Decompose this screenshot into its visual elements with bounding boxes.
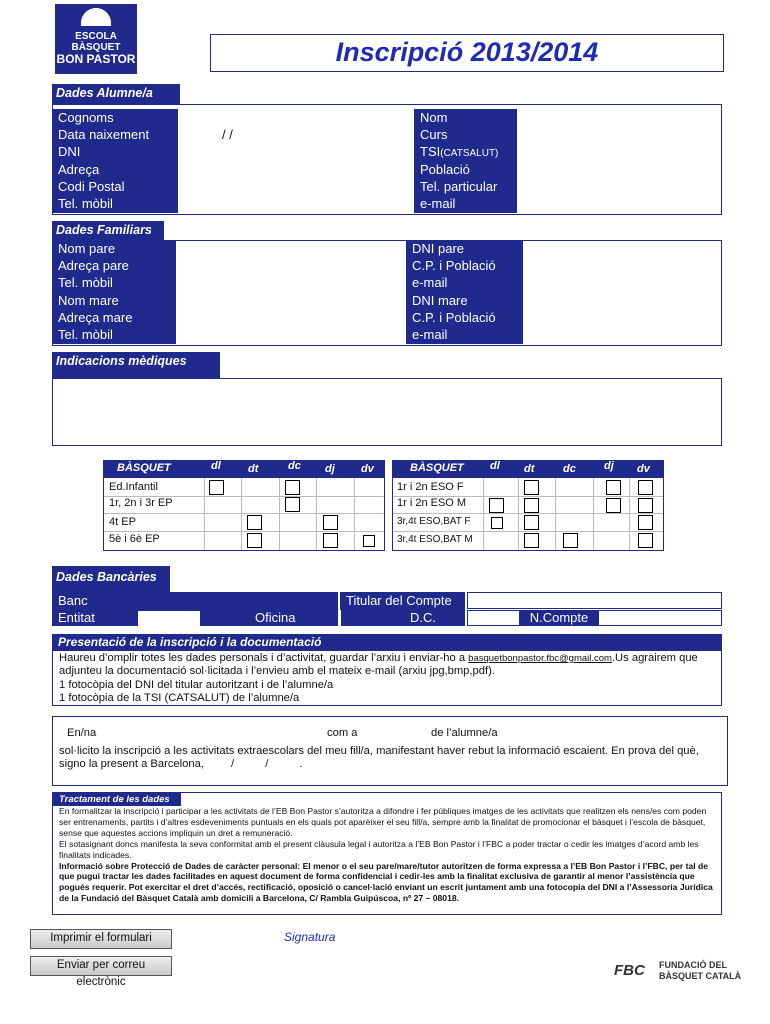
- day-dt-right: dt: [524, 463, 535, 475]
- label-de-lalumne: de l’alumne/a: [431, 727, 498, 739]
- divider: [241, 478, 242, 550]
- divider: [393, 513, 663, 514]
- day-dv-left: dv: [361, 463, 374, 475]
- tractament-p3: Informació sobre Protecció de Dades de caràcter personal: El menor o el seu pare/mare/tutor autoritzen de forma expressa a l’EB Bon Pastor i l’FBC, per tal de que pugui tractar les dades facilitades en aquest document de forma confidencial i cedir-les amb la finalitat exclusiva de garantir al menor l’assistència que pogués requerir. Pot exercitar el dret d’accés, rectificació, oposició o cancel·lació enviant un escrit juntament amb una fotocopia del DNI a l’Assessoria Jurídica de la Fundació del Bàsquet Català amb domicili a Barcelona, C/ Rambla Guipúscoa, nº 27 – 08018.: [59, 860, 713, 904]
- poblacio-field[interactable]: [519, 162, 719, 178]
- tsi-field[interactable]: [519, 145, 719, 161]
- autoritzacio-box: [52, 716, 728, 786]
- autoritzacio-signo: signo la present a Barcelona,: [59, 758, 204, 770]
- presentacio-line1a: Haureu d’omplir totes les dades personals i d’activitat, guardar l’arxiu i enviar-ho a: [59, 652, 466, 664]
- day-dl-right: dl: [490, 460, 500, 472]
- presentacio-header: Presentació de la inscripció i la documentació: [52, 634, 722, 650]
- divider: [393, 496, 663, 497]
- bancaries-right-labels: [340, 592, 465, 626]
- label-nom-pare: Nom pare: [58, 241, 116, 256]
- fbc-line2: BÀSQUET CATALÀ: [659, 971, 742, 981]
- fbc-mark: FBC: [614, 962, 645, 979]
- divider: [104, 531, 384, 532]
- day-dj-left: dj: [325, 463, 335, 475]
- label-cp-poblacio-mare: C.P. i Població: [412, 309, 496, 325]
- basquet-grid-right: [392, 477, 664, 551]
- label-tel-particular: Tel. particular: [420, 178, 498, 194]
- email-field[interactable]: [519, 196, 719, 212]
- logo-line1: ESCOLA BÀSQUET: [71, 31, 121, 53]
- enna-field[interactable]: [119, 725, 319, 739]
- alumne-right-labels: [414, 109, 517, 213]
- school-logo: [55, 4, 137, 74]
- divider: [483, 478, 484, 550]
- presentacio-line3: 1 fotocòpia del DNI del titular autoritzant i de l’alumne/a: [59, 678, 334, 691]
- label-poblacio: Població: [420, 161, 470, 177]
- checkbox-esof-dj[interactable]: [606, 480, 621, 495]
- dc-field[interactable]: [467, 610, 520, 626]
- row-ed-infantil: Ed.Infantil: [109, 481, 158, 493]
- entitat-field[interactable]: [138, 611, 200, 626]
- alumne-header: Dades Alumne/a: [52, 84, 180, 104]
- checkbox-batf-dl[interactable]: [491, 517, 503, 529]
- adreca-field[interactable]: [180, 162, 412, 178]
- checkbox-esof-dt[interactable]: [524, 480, 539, 495]
- label-titular: Titular del Compte: [346, 593, 452, 608]
- date-separator: / /: [222, 127, 233, 142]
- label-dni-mare: DNI mare: [412, 292, 468, 308]
- tractament-body: [53, 806, 721, 904]
- checkbox-esof-dv[interactable]: [638, 480, 653, 495]
- divider: [316, 478, 317, 550]
- row-eso-m: 1r i 2n ESO M: [397, 497, 467, 509]
- label-banc: Banc: [58, 593, 88, 608]
- label-cp-poblacio-pare: C.P. i Població: [412, 258, 496, 274]
- checkbox-esom-dl[interactable]: [489, 498, 504, 513]
- email-link[interactable]: basquetbonpastor.fbc@gmail.com: [468, 653, 612, 664]
- label-adreca-pare: Adreça pare: [58, 258, 129, 274]
- signatura-label: Signatura: [284, 930, 336, 944]
- basquet-header-left: [103, 460, 385, 477]
- mediques-header: Indicacions mèdiques: [52, 352, 220, 378]
- label-dc: D.C.: [410, 610, 436, 626]
- basquet-title-right: BÀSQUET: [410, 462, 464, 474]
- coma-field[interactable]: [363, 725, 427, 739]
- label-dni-pare: DNI pare: [412, 241, 465, 256]
- label-enna: En/na: [67, 727, 97, 739]
- tel-particular-field[interactable]: [519, 179, 719, 195]
- mediques-field[interactable]: [52, 378, 722, 446]
- row-bat-m: 3r,4t ESO,BAT M: [397, 534, 473, 545]
- label-cognoms: Cognoms: [58, 110, 114, 125]
- checkbox-4t-dj[interactable]: [323, 515, 338, 530]
- label-curs: Curs: [420, 127, 448, 143]
- presentacio-line2: adjunteu la documentació sol·licitada i l’envieu amb el mateix e-mail (arxiu jpg,bmp,pdf).: [59, 665, 495, 678]
- divider: [204, 478, 205, 550]
- divider: [629, 478, 630, 550]
- curs-field[interactable]: [519, 128, 719, 144]
- label-data-naixement: Data naixement: [58, 127, 150, 143]
- row-bat-f: 3r,4t ESO,BAT F: [397, 516, 471, 527]
- label-codi-postal: Codi Postal: [58, 178, 125, 194]
- day-dj-right: dj: [604, 460, 614, 472]
- label-tel-mobil-pare: Tel. mòbil: [58, 275, 113, 291]
- label-com-a: com a: [327, 727, 358, 739]
- checkbox-5e6e-dj[interactable]: [323, 533, 338, 548]
- label-email-pare: e-mail: [412, 275, 448, 291]
- label-entitat-text: Entitat: [58, 610, 95, 626]
- tractament-box: [52, 792, 722, 915]
- autoritzacio-date: / / .: [231, 758, 303, 770]
- familiars-right-fields[interactable]: [525, 241, 720, 343]
- tractament-header: Tractament de les dades: [53, 793, 181, 806]
- divider: [340, 610, 341, 626]
- dni-field[interactable]: [180, 145, 412, 161]
- checkbox-infantil-dc[interactable]: [285, 480, 300, 495]
- send-email-button[interactable]: Enviar per correu electrònic: [30, 956, 172, 976]
- tractament-p1: En formalitzar la inscripció i participar a les activitats de l’EB Bon Pastor s’autoritza a difondre i fer públiques imatges de les activitats que realitzen els nens/es com poden ser entrenaments, partits i d’altres esdeveniments puntuals en els quals pot aparèixer el seu fill/a, sempre amb la finalitat de promocionar el bàsquet i l’escola de bàsquet, sense que aquestes accions impliquin un dret a remuneració.: [59, 806, 707, 838]
- familiars-left-fields[interactable]: [178, 241, 404, 343]
- checkbox-esom-dt[interactable]: [524, 498, 539, 513]
- codi-postal-field[interactable]: [180, 179, 412, 195]
- ncompte-field[interactable]: [598, 610, 722, 626]
- divider: [104, 513, 384, 514]
- day-dc-right: dc: [563, 463, 576, 475]
- label-adreca: Adreça: [58, 161, 100, 177]
- presentacio-line4: 1 fotocòpia de la TSI (CATSALUT) de l’alumne/a: [59, 692, 300, 705]
- presentacio-line1: [59, 652, 715, 665]
- row-eso-f: 1r i 2n ESO F: [397, 481, 464, 493]
- checkbox-5e6e-dt[interactable]: [247, 533, 262, 548]
- basquet-title-left: BÀSQUET: [117, 462, 171, 474]
- divider: [593, 478, 594, 550]
- label-adreca-mare: Adreça mare: [58, 309, 133, 325]
- day-dc-left: dc: [288, 460, 301, 472]
- checkbox-4t-dt[interactable]: [247, 515, 262, 530]
- checkbox-infantil-dl[interactable]: [209, 480, 224, 495]
- divider: [518, 478, 519, 550]
- alumne-left-labels: [52, 109, 178, 213]
- divider: [555, 478, 556, 550]
- label-tsi-suffix: (CATSALUT): [440, 148, 499, 160]
- familiars-left-labels: [52, 240, 176, 344]
- checkbox-batm-dv[interactable]: [638, 533, 653, 548]
- label-email-mare: e-mail: [412, 326, 448, 342]
- label-oficina: Oficina: [255, 610, 296, 626]
- checkbox-esom-dv[interactable]: [638, 498, 653, 513]
- label-tsi: [414, 143, 517, 160]
- checkbox-batm-dt[interactable]: [524, 533, 539, 548]
- row-5e-6e-ep: 5è i 6è EP: [109, 533, 160, 545]
- logo-line2: BON PASTOR: [56, 52, 136, 66]
- divider: [279, 478, 280, 550]
- day-dl-left: dl: [211, 460, 221, 472]
- page-title: Inscripció 2013/2014: [335, 37, 599, 67]
- checkbox-batf-dt[interactable]: [524, 515, 539, 530]
- fbc-line1: FUNDACIÓ DEL: [659, 960, 727, 970]
- label-ncompte: N.Compte: [520, 610, 598, 626]
- presentacio-body: [52, 650, 722, 706]
- familiars-right-labels: [406, 240, 523, 344]
- divider: [393, 531, 663, 532]
- row-4t-ep: 4t EP: [109, 516, 136, 528]
- autoritzacio-text: sol·licito la inscripció a les activitats extraescolars del meu fill/a, manifestant haver rebut la informació escaient. En prova del què,: [59, 745, 699, 757]
- label-dni: DNI: [58, 144, 81, 160]
- label-email: e-mail: [420, 195, 456, 211]
- bancaries-header: Dades Bancàries: [52, 566, 170, 592]
- label-tel-mobil: Tel. mòbil: [58, 195, 113, 211]
- checkbox-batm-dc[interactable]: [563, 533, 578, 548]
- title-box: [210, 34, 724, 72]
- day-dv-right: dv: [637, 463, 650, 475]
- fbc-logo: [614, 958, 744, 988]
- tractament-p2: El sotasignant doncs manifesta la seva conformitat amb el present clàusula legal i autoritza a l’EB Bon Pastor i l’FBC a poder tractar o cedir les imatges d’acord amb les finalitats indicades.: [59, 838, 699, 860]
- presentacio-line1b: .Us agrairem que: [611, 652, 698, 664]
- familiars-header: Dades Familiars: [52, 221, 164, 241]
- checkbox-5e6e-dv[interactable]: [363, 535, 375, 547]
- label-nom-mare: Nom mare: [58, 292, 119, 308]
- basquet-grid-left: [103, 477, 385, 551]
- tel-mobil-field[interactable]: [180, 196, 412, 212]
- print-form-button[interactable]: Imprimir el formulari: [30, 929, 172, 949]
- cognoms-field[interactable]: [180, 110, 412, 126]
- checkbox-batf-dv[interactable]: [638, 515, 653, 530]
- titular-field[interactable]: [467, 592, 722, 609]
- divider: [104, 496, 384, 497]
- divider: [354, 478, 355, 550]
- basquet-header-right: [392, 460, 664, 477]
- checkbox-1r3r-dc[interactable]: [285, 497, 300, 512]
- basketball-icon: [79, 6, 113, 28]
- label-tsi-text: TSI: [420, 144, 441, 160]
- checkbox-esom-dj[interactable]: [606, 498, 621, 513]
- day-dt-left: dt: [248, 463, 259, 475]
- row-1r-2n-3r-ep: 1r, 2n i 3r EP: [109, 497, 173, 509]
- label-tel-mobil-mare: Tel. mòbil: [58, 326, 113, 342]
- nom-field[interactable]: [519, 110, 719, 126]
- label-nom: Nom: [420, 110, 448, 125]
